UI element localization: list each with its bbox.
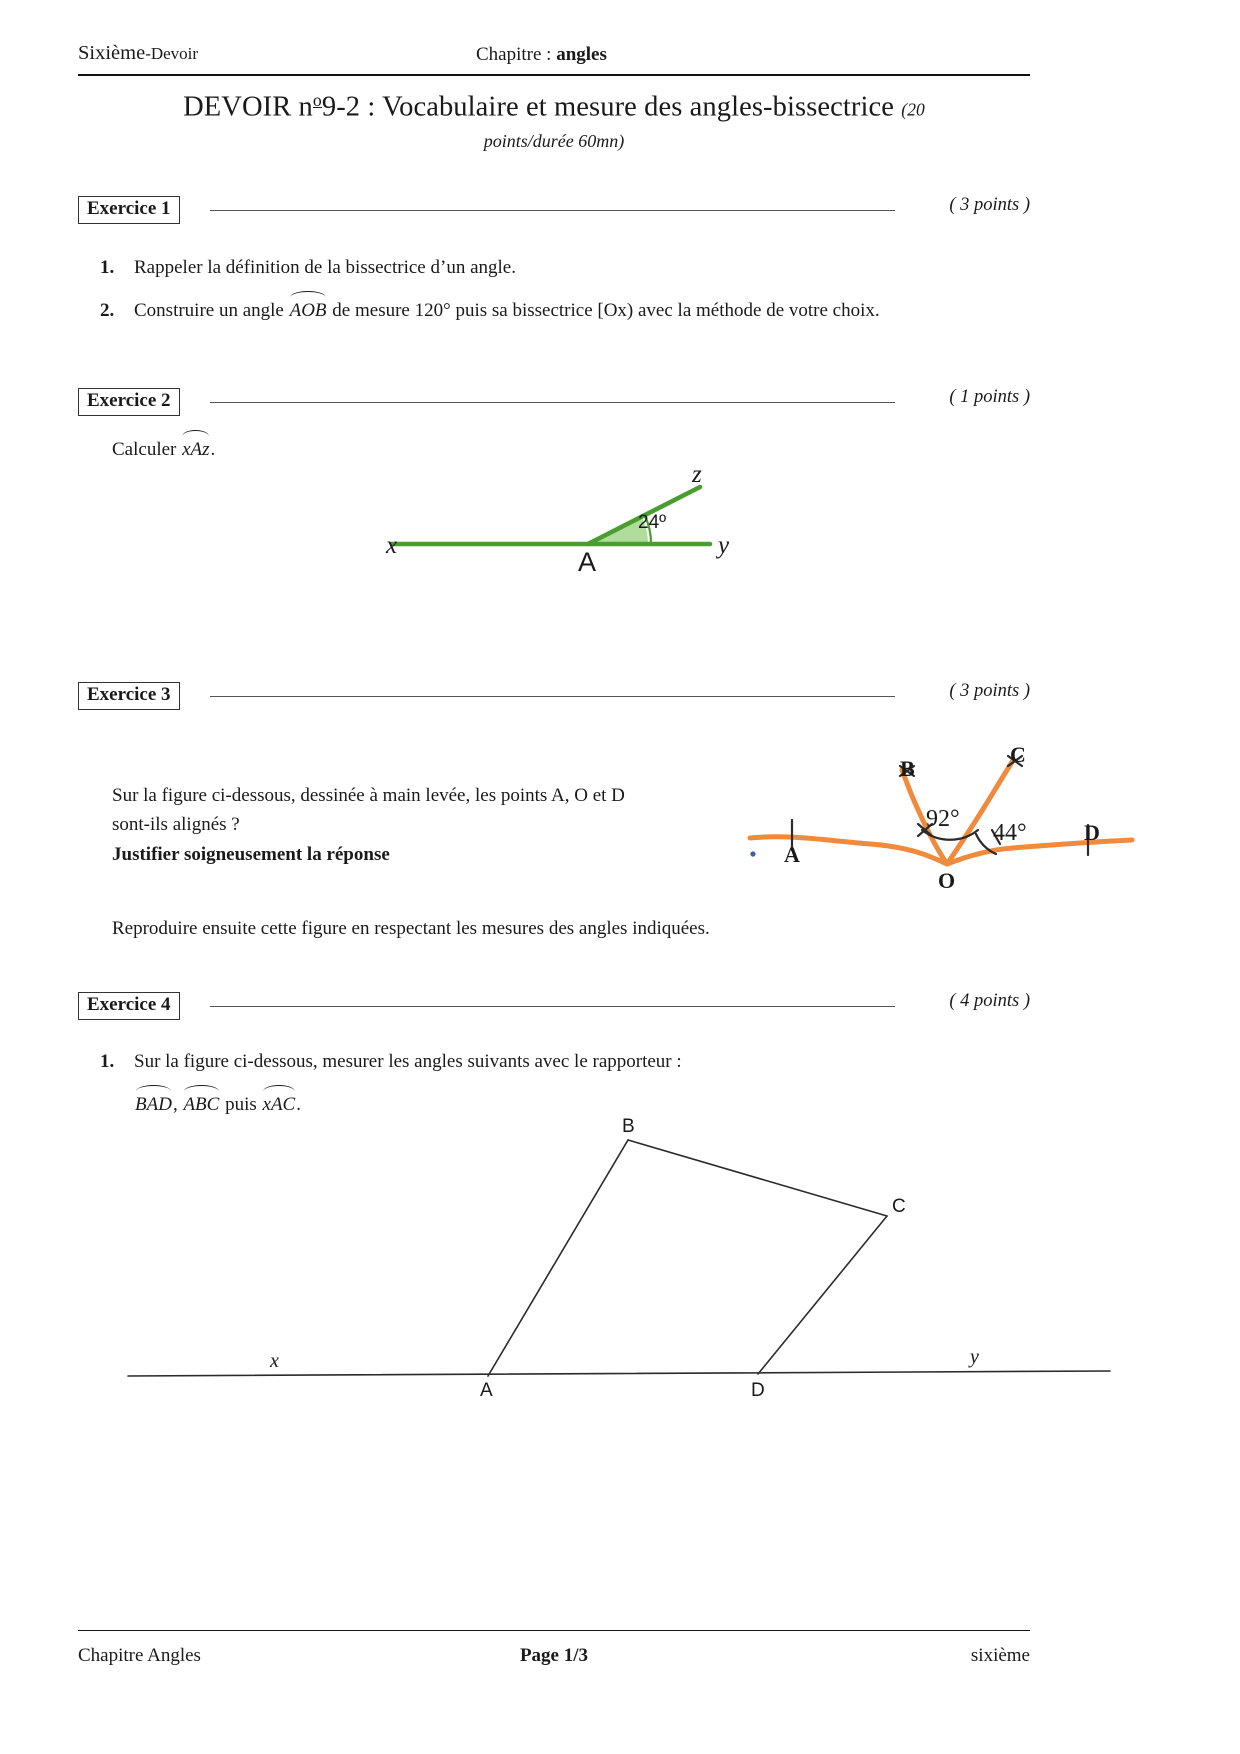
figure-exercise-3 bbox=[740, 738, 1140, 913]
exercise-3-points: ( 3 points ) bbox=[949, 681, 1030, 701]
header-chapter-value: angles bbox=[556, 44, 607, 65]
angles-sep-2: puis bbox=[220, 1093, 262, 1115]
exercise-2-prompt bbox=[112, 436, 215, 465]
item-text: Rappeler la définition de la bissectrice d’un angle. bbox=[134, 257, 516, 278]
exercise-2-points: ( 1 points ) bbox=[949, 387, 1030, 407]
figure-ex4-label-a: A bbox=[480, 1380, 493, 1401]
figure-ex2-svg bbox=[370, 455, 770, 595]
title-points-open: (20 bbox=[901, 99, 925, 120]
figure-ex3-label-b: B bbox=[900, 756, 915, 781]
item-text: Sur la figure ci-dessous, mesurer les angles suivants avec le rapporteur : bbox=[134, 1051, 682, 1072]
figure-exercise-4 bbox=[110, 1118, 1130, 1413]
item-text-post: de mesure 120° puis sa bissectrice [Ox) avec la méthode de votre choix. bbox=[327, 299, 880, 321]
footer-right: sixième bbox=[970, 1645, 1030, 1666]
angle-notation-aob: AOB bbox=[289, 297, 328, 326]
figure-ex2-label-y: y bbox=[718, 532, 730, 559]
exercise-3-question-line2: sont-ils alignés ? bbox=[112, 813, 240, 835]
dot-marker bbox=[750, 851, 755, 856]
header-class-sub: -Devoir bbox=[145, 44, 199, 63]
exercise-2-label: Exercice 2 bbox=[78, 388, 180, 416]
figure-ex4-label-c: C bbox=[892, 1196, 906, 1217]
item-number: 2. bbox=[100, 299, 115, 321]
exercise-4-rule bbox=[210, 1006, 895, 1007]
footer-center: Page 1/3 bbox=[519, 1645, 589, 1666]
angles-end: . bbox=[296, 1093, 301, 1115]
exercise-3-header bbox=[78, 682, 1030, 712]
footer-divider bbox=[78, 1630, 1030, 1631]
item-number: 1. bbox=[100, 257, 115, 278]
exercise-4-item-1 bbox=[100, 1048, 1030, 1119]
exercise-4-points: ( 4 points ) bbox=[949, 991, 1030, 1011]
exercise-1-item-2 bbox=[100, 297, 1030, 326]
figure-ex2-label-z: z bbox=[692, 461, 702, 488]
exercise-2-prompt-pre: Calculer bbox=[112, 439, 182, 460]
title-text-2: 9-2 : Vocabulaire et mesure des angles-bissectrice bbox=[321, 91, 895, 123]
figure-ex3-angle-44: 44° bbox=[993, 820, 1027, 846]
angle-notation-bad: BAD bbox=[134, 1091, 173, 1120]
figure-ex4-label-b: B bbox=[622, 1116, 635, 1137]
page-title bbox=[78, 90, 1030, 152]
figure-ex2-label-x: x bbox=[386, 532, 398, 559]
item-text-pre: Construire un angle bbox=[134, 299, 289, 321]
segment-bc bbox=[628, 1140, 887, 1216]
figure-ex2-angle-value: 24º bbox=[638, 512, 667, 533]
title-subline: points/durée 60mn) bbox=[483, 131, 625, 152]
exercise-3-followup: Reproduire ensuite cette figure en respectant les mesures des angles indiquées. bbox=[112, 918, 710, 939]
figure-ex3-label-o: O bbox=[938, 868, 956, 893]
angle-notation-abc: ABC bbox=[182, 1091, 220, 1120]
exercise-4-angles-line bbox=[134, 1091, 1030, 1120]
figure-ex3-label-d: D bbox=[1084, 820, 1100, 845]
exercise-1-points: ( 3 points ) bbox=[949, 195, 1030, 215]
header-divider bbox=[78, 74, 1030, 76]
header-class-label bbox=[78, 42, 198, 65]
exercise-2-rule bbox=[210, 402, 895, 403]
figure-ex2-label-vertex: A bbox=[578, 547, 597, 577]
angle-notation-xaz: xAz bbox=[181, 436, 210, 465]
exercise-3-question-bold: Justifier soigneusement la réponse bbox=[112, 844, 390, 865]
exercise-2-prompt-post: . bbox=[210, 439, 216, 460]
header-chapter-prefix: Chapitre : bbox=[476, 44, 557, 65]
exercise-1-label: Exercice 1 bbox=[78, 196, 180, 224]
exercise-4-label: Exercice 4 bbox=[78, 992, 180, 1020]
figure-ex3-angle-92: 92° bbox=[926, 806, 960, 832]
segment-ab bbox=[488, 1140, 628, 1376]
exercise-1-rule bbox=[210, 210, 895, 211]
title-ordinal-sup: o bbox=[312, 90, 322, 110]
angles-sep-1: , bbox=[172, 1093, 183, 1115]
exercise-3-label: Exercice 3 bbox=[78, 682, 180, 710]
exercise-1-items bbox=[100, 254, 1030, 339]
exercise-3-question bbox=[112, 782, 772, 870]
figure-ex4-label-y: y bbox=[970, 1346, 979, 1368]
header-chapter bbox=[476, 44, 607, 66]
exercise-1-item-1 bbox=[100, 254, 1030, 283]
exercise-1-header bbox=[78, 196, 1030, 226]
figure-ex4-label-x: x bbox=[270, 1350, 279, 1372]
exercise-4-header bbox=[78, 992, 1030, 1022]
exercise-3-rule bbox=[210, 696, 895, 697]
title-text-1: DEVOIR n bbox=[183, 91, 313, 123]
footer-left: Chapitre Angles bbox=[78, 1645, 201, 1666]
page-footer bbox=[78, 1645, 1030, 1675]
title-line bbox=[78, 90, 1030, 125]
item-number: 1. bbox=[100, 1051, 115, 1072]
exercise-3-question-line1: Sur la figure ci-dessous, dessinée à main levée, les points A, O et D bbox=[112, 785, 625, 806]
figure-ex4-label-d: D bbox=[751, 1380, 765, 1401]
segment-cd bbox=[758, 1216, 887, 1374]
figure-exercise-2 bbox=[370, 455, 770, 600]
page-header bbox=[78, 42, 1030, 72]
figure-ex3-label-a: A bbox=[784, 842, 800, 867]
exercise-2-header bbox=[78, 388, 1030, 418]
header-class-main: Sixième bbox=[78, 42, 146, 64]
figure-ex3-label-c: C bbox=[1010, 742, 1026, 767]
angle-notation-xac: xAC bbox=[262, 1091, 297, 1120]
